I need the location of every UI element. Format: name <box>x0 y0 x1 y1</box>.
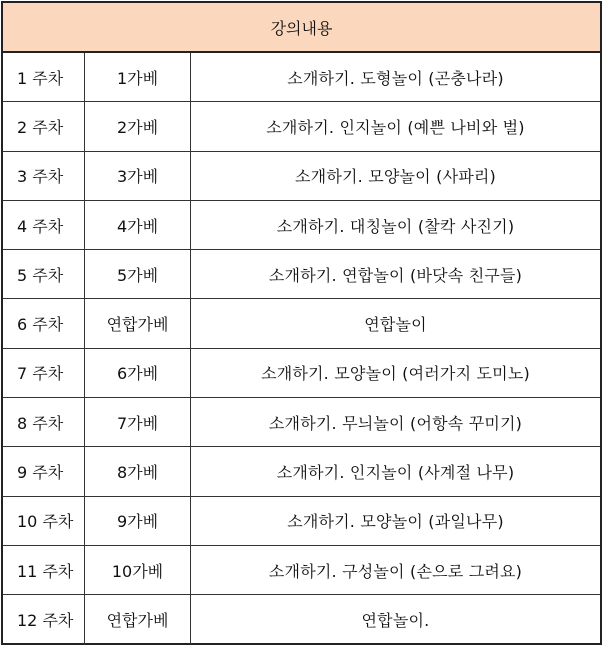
class-cell: 3가베 <box>85 152 191 200</box>
content-cell: 소개하기. 도형놀이 (곤충나라) <box>287 68 504 88</box>
class-cell: 연합가베 <box>85 299 191 347</box>
class-cell: 연합가베 <box>85 595 191 644</box>
table-row <box>3 53 600 102</box>
table-row <box>3 595 600 644</box>
week-cell: 8 주차 <box>3 398 85 446</box>
table-row <box>3 152 600 201</box>
class-cell: 2가베 <box>85 102 191 150</box>
class-cell: 4가베 <box>85 201 191 249</box>
week-cell: 7 주차 <box>3 349 85 397</box>
table-row <box>3 250 600 299</box>
week-cell: 9 주차 <box>3 447 85 495</box>
week-cell: 2 주차 <box>3 102 85 150</box>
content-cell: 연합놀이. <box>361 611 430 631</box>
table-row <box>3 299 600 348</box>
content-cell: 소개하기. 모양놀이 (과일나무) <box>287 512 504 532</box>
content-cell: 소개하기. 인지놀이 (사계절 나무) <box>276 463 515 483</box>
content-cell: 소개하기. 대칭놀이 (찰칵 사진기) <box>276 216 515 236</box>
content-cell: 소개하기. 무늬놀이 (어항속 꾸미기) <box>268 413 523 433</box>
week-cell: 1 주차 <box>3 53 85 101</box>
table-header <box>3 3 600 53</box>
table-row <box>3 102 600 151</box>
class-cell: 1가베 <box>85 53 191 101</box>
content-cell: 연합놀이 <box>364 315 427 335</box>
content-cell: 소개하기. 모양놀이 (여러가지 도미노) <box>261 364 530 384</box>
class-cell: 5가베 <box>85 250 191 298</box>
class-cell: 8가베 <box>85 447 191 495</box>
content-cell: 소개하기. 모양놀이 (사파리) <box>295 167 496 187</box>
content-cell: 소개하기. 연합놀이 (바닷속 친구들) <box>268 265 523 285</box>
class-cell: 7가베 <box>85 398 191 446</box>
week-cell: 10 주차 <box>3 497 85 545</box>
class-cell: 10가베 <box>85 546 191 594</box>
table-row <box>3 497 600 546</box>
content-cell: 소개하기. 인지놀이 (예쁜 나비와 벌) <box>266 117 525 137</box>
week-cell: 6 주차 <box>3 299 85 347</box>
table-row <box>3 398 600 447</box>
curriculum-table <box>1 1 602 645</box>
week-cell: 11 주차 <box>3 546 85 594</box>
class-cell: 6가베 <box>85 349 191 397</box>
week-cell: 5 주차 <box>3 250 85 298</box>
table-row <box>3 349 600 398</box>
class-cell: 9가베 <box>85 497 191 545</box>
header-title: 강의내용 <box>270 18 333 38</box>
content-cell: 소개하기. 구성놀이 (손으로 그려요) <box>268 561 523 581</box>
week-cell: 3 주차 <box>3 152 85 200</box>
table-row <box>3 201 600 250</box>
week-cell: 12 주차 <box>3 595 85 644</box>
table-row <box>3 447 600 496</box>
table-row <box>3 546 600 595</box>
week-cell: 4 주차 <box>3 201 85 249</box>
